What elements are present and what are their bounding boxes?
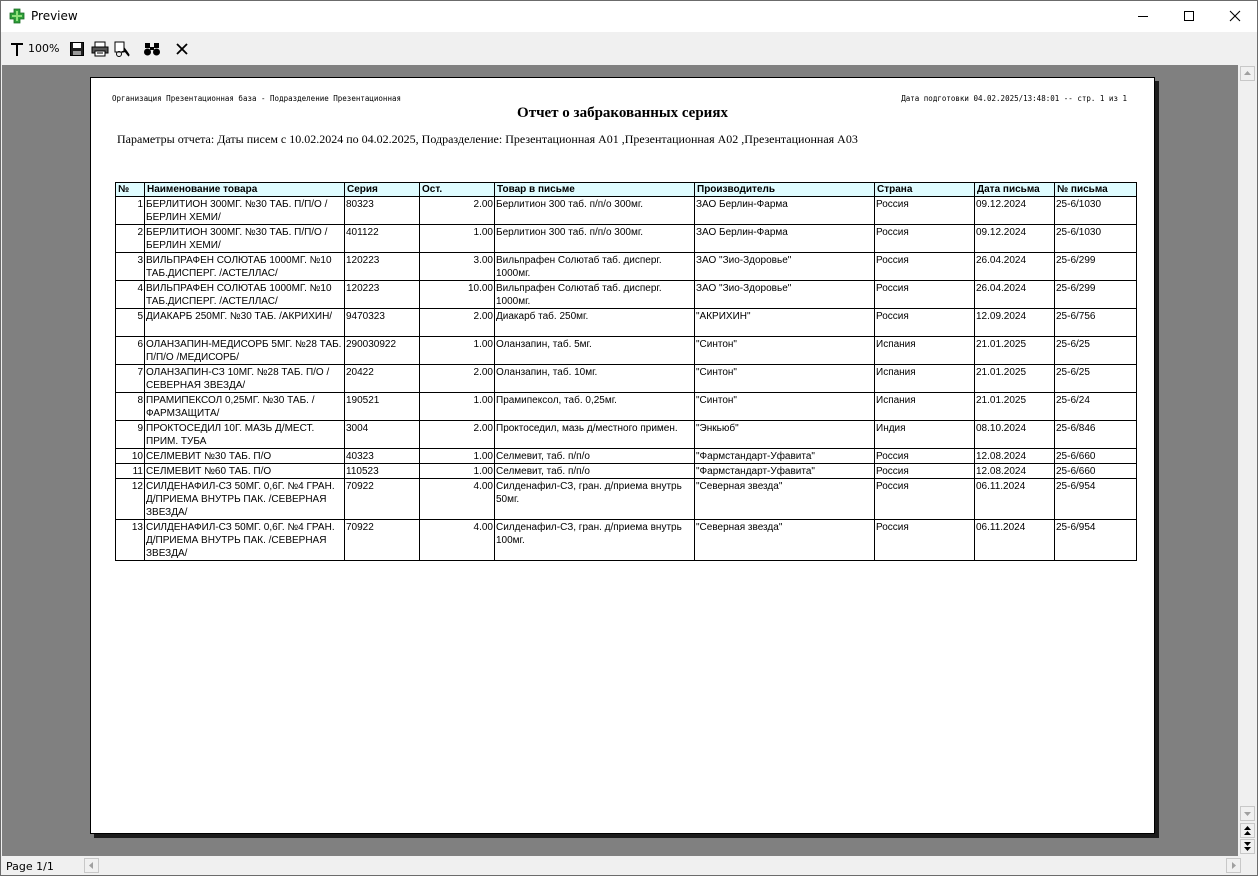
row-series: 401122 (345, 225, 420, 253)
close-window-button[interactable] (1212, 1, 1258, 32)
row-num: 11 (116, 464, 145, 479)
scroll-left-button[interactable] (84, 858, 99, 873)
row-series: 9470323 (345, 309, 420, 337)
row-maker: "Синтон" (695, 365, 875, 393)
row-qty: 1.00 (420, 464, 495, 479)
row-letter: 25-6/1030 (1055, 197, 1137, 225)
row-date: 12.08.2024 (975, 449, 1055, 464)
row-letter-item: Вильпрафен Солютаб таб. дисперг. 1000мг. (495, 253, 695, 281)
printer-icon (91, 41, 109, 57)
row-letter-item: Силденафил-СЗ, гран. д/приема внутрь 100мг. (495, 520, 695, 561)
row-letter-item: Селмевит, таб. п/п/о (495, 449, 695, 464)
preview-area[interactable] (2, 65, 1238, 856)
row-name: СИЛДЕНАФИЛ-СЗ 50МГ. 0,6Г. №4 ГРАН. Д/ПРИЕМА ВНУТРЬ ПАК. /СЕВЕРНАЯ ЗВЕЗДА/ (145, 479, 345, 520)
table-row (116, 365, 1137, 393)
table-row (116, 225, 1137, 253)
row-country: Индия (875, 421, 975, 449)
row-date: 26.04.2024 (975, 253, 1055, 281)
row-letter-item: Прамипексол, таб. 0,25мг. (495, 393, 695, 421)
table-row (116, 421, 1137, 449)
table-row (116, 393, 1137, 421)
row-date: 09.12.2024 (975, 225, 1055, 253)
row-letter: 25-6/299 (1055, 281, 1137, 309)
table-header-row (116, 183, 1137, 197)
row-date: 26.04.2024 (975, 281, 1055, 309)
toolbar (1, 32, 1257, 64)
row-letter: 25-6/660 (1055, 449, 1137, 464)
row-name: БЕРЛИТИОН 300МГ. №30 ТАБ. П/П/О /БЕРЛИН ХЕМИ/ (145, 197, 345, 225)
row-date: 12.08.2024 (975, 464, 1055, 479)
scroll-down-button[interactable] (1240, 806, 1255, 821)
row-num: 1 (116, 197, 145, 225)
row-letter: 25-6/25 (1055, 337, 1137, 365)
table-row (116, 520, 1137, 561)
row-country: Испания (875, 337, 975, 365)
row-qty: 2.00 (420, 309, 495, 337)
row-letter: 25-6/846 (1055, 421, 1137, 449)
table-row (116, 449, 1137, 464)
arrow-left-icon (85, 859, 98, 872)
double-arrow-down-icon (1241, 840, 1254, 853)
row-country: Россия (875, 197, 975, 225)
print-button[interactable] (91, 40, 109, 58)
row-series: 70922 (345, 520, 420, 561)
row-name: ПРОКТОСЕДИЛ 10Г. МАЗЬ Д/МЕСТ. ПРИМ. ТУБА (145, 421, 345, 449)
zoom-pin-icon (9, 40, 25, 58)
col-letter-date: Дата письма (975, 183, 1055, 197)
row-maker: "Северная звезда" (695, 520, 875, 561)
save-button[interactable] (69, 40, 85, 58)
row-series: 20422 (345, 365, 420, 393)
row-letter-item: Берлитион 300 таб. п/п/о 300мг. (495, 197, 695, 225)
report-header-left: Организация Презентационная база - Подразделение Презентационная (112, 94, 401, 103)
row-maker: "Энкьюб" (695, 421, 875, 449)
row-maker: "Синтон" (695, 337, 875, 365)
table-row (116, 464, 1137, 479)
row-date: 21.01.2025 (975, 337, 1055, 365)
row-date: 21.01.2025 (975, 393, 1055, 421)
report-header-right: Дата подготовки 04.02.2025/13:48:01 -- стр. 1 из 1 (901, 94, 1127, 103)
row-letter: 25-6/954 (1055, 479, 1137, 520)
row-series: 40323 (345, 449, 420, 464)
row-letter-item: Вильпрафен Солютаб таб. дисперг. 1000мг. (495, 281, 695, 309)
row-letter: 25-6/299 (1055, 253, 1137, 281)
row-name: ОЛАНЗАПИН-СЗ 10МГ. №28 ТАБ. П/О /СЕВЕРНАЯ ЗВЕЗДА/ (145, 365, 345, 393)
arrow-down-icon (1241, 807, 1254, 820)
col-series: Серия (345, 183, 420, 197)
arrow-right-icon (1227, 859, 1240, 872)
row-date: 06.11.2024 (975, 520, 1055, 561)
double-arrow-up-icon (1241, 824, 1254, 837)
close-icon (174, 41, 190, 57)
col-maker: Производитель (695, 183, 875, 197)
row-country: Россия (875, 225, 975, 253)
row-series: 110523 (345, 464, 420, 479)
col-letter-item: Товар в письме (495, 183, 695, 197)
row-letter-item: Оланзапин, таб. 5мг. (495, 337, 695, 365)
row-series: 190521 (345, 393, 420, 421)
row-series: 120223 (345, 281, 420, 309)
row-maker: "Фармстандарт-Уфавита" (695, 449, 875, 464)
col-letter-num: № письма (1055, 183, 1137, 197)
row-letter: 25-6/25 (1055, 365, 1137, 393)
row-qty: 1.00 (420, 393, 495, 421)
table-row (116, 253, 1137, 281)
row-num: 8 (116, 393, 145, 421)
maximize-icon (1183, 10, 1195, 22)
row-qty: 4.00 (420, 520, 495, 561)
row-maker: "Северная звезда" (695, 479, 875, 520)
row-letter: 25-6/954 (1055, 520, 1137, 561)
row-country: Испания (875, 365, 975, 393)
row-name: СЕЛМЕВИТ №60 ТАБ. П/О (145, 464, 345, 479)
row-name: ВИЛЬПРАФЕН СОЛЮТАБ 1000МГ. №10 ТАБ.ДИСПЕРГ. /АСТЕЛЛАС/ (145, 253, 345, 281)
row-country: Россия (875, 479, 975, 520)
binoculars-icon (143, 41, 161, 57)
row-num: 6 (116, 337, 145, 365)
row-country: Россия (875, 520, 975, 561)
col-country: Страна (875, 183, 975, 197)
table-row (116, 281, 1137, 309)
floppy-disk-icon (69, 41, 85, 57)
next-page-button[interactable] (1240, 839, 1255, 854)
vertical-scrollbar[interactable] (1239, 65, 1256, 856)
row-letter-item: Диакарб таб. 250мг. (495, 309, 695, 337)
row-letter-item: Селмевит, таб. п/п/о (495, 464, 695, 479)
row-num: 10 (116, 449, 145, 464)
row-series: 3004 (345, 421, 420, 449)
row-country: Россия (875, 253, 975, 281)
row-country: Россия (875, 449, 975, 464)
row-name: ДИАКАРБ 250МГ. №30 ТАБ. /АКРИХИН/ (145, 309, 345, 337)
row-num: 13 (116, 520, 145, 561)
row-maker: "Синтон" (695, 393, 875, 421)
minimize-button[interactable] (1120, 1, 1166, 32)
table-row (116, 479, 1137, 520)
arrow-up-icon (1241, 67, 1254, 80)
row-letter-item: Берлитион 300 таб. п/п/о 300мг. (495, 225, 695, 253)
row-letter: 25-6/756 (1055, 309, 1137, 337)
row-qty: 2.00 (420, 365, 495, 393)
status-bar (1, 857, 83, 875)
report-table (115, 182, 1137, 561)
row-qty: 2.00 (420, 197, 495, 225)
pharmacy-cross-icon (9, 8, 25, 24)
row-num: 2 (116, 225, 145, 253)
col-num: № (116, 183, 145, 197)
printer-settings-icon (113, 40, 131, 58)
row-qty: 4.00 (420, 479, 495, 520)
row-maker: "Фармстандарт-Уфавита" (695, 464, 875, 479)
report-page (90, 77, 1155, 834)
row-date: 21.01.2025 (975, 365, 1055, 393)
row-name: СИЛДЕНАФИЛ-СЗ 50МГ. 0,6Г. №4 ГРАН. Д/ПРИЕМА ВНУТРЬ ПАК. /СЕВЕРНАЯ ЗВЕЗДА/ (145, 520, 345, 561)
row-num: 4 (116, 281, 145, 309)
row-maker: ЗАО Берлин-Фарма (695, 225, 875, 253)
maximize-button[interactable] (1166, 1, 1212, 32)
row-letter-item: Проктоседил, мазь д/местного примен. (495, 421, 695, 449)
row-maker: ЗАО "Зио-Здоровье" (695, 281, 875, 309)
row-num: 9 (116, 421, 145, 449)
zoom-button[interactable] (9, 40, 59, 58)
prev-page-button[interactable] (1240, 823, 1255, 838)
report-title: Отчет о забракованных сериях (517, 105, 728, 121)
row-name: ОЛАНЗАПИН-МЕДИСОРБ 5МГ. №28 ТАБ. П/П/О /МЕДИСОРБ/ (145, 337, 345, 365)
horizontal-scrollbar[interactable] (84, 858, 1241, 874)
row-letter: 25-6/1030 (1055, 225, 1137, 253)
row-country: Россия (875, 309, 975, 337)
row-country: Россия (875, 281, 975, 309)
row-letter-item: Силденафил-СЗ, гран. д/приема внутрь 50мг. (495, 479, 695, 520)
row-name: СЕЛМЕВИТ №30 ТАБ. П/О (145, 449, 345, 464)
table-row (116, 197, 1137, 225)
row-name: БЕРЛИТИОН 300МГ. №30 ТАБ. П/П/О /БЕРЛИН ХЕМИ/ (145, 225, 345, 253)
row-name: ВИЛЬПРАФЕН СОЛЮТАБ 1000МГ. №10 ТАБ.ДИСПЕРГ. /АСТЕЛЛАС/ (145, 281, 345, 309)
row-qty: 3.00 (420, 253, 495, 281)
report-params: Параметры отчета: Даты писем с 10.02.2024 по 04.02.2025, Подразделение: Презентационная А01 ,Презентационная А02 ,Презентационная А03 (117, 132, 858, 146)
row-qty: 1.00 (420, 337, 495, 365)
row-date: 06.11.2024 (975, 479, 1055, 520)
row-qty: 2.00 (420, 421, 495, 449)
title-bar[interactable] (1, 1, 1257, 32)
print-setup-button[interactable] (113, 40, 131, 58)
row-letter: 25-6/24 (1055, 393, 1137, 421)
row-num: 7 (116, 365, 145, 393)
zoom-level: 100% (28, 42, 60, 55)
row-qty: 1.00 (420, 449, 495, 464)
window-title: Preview (31, 9, 78, 23)
find-button[interactable] (143, 40, 161, 58)
row-series: 80323 (345, 197, 420, 225)
row-num: 5 (116, 309, 145, 337)
page-indicator: Page 1/1 (6, 860, 54, 873)
table-row (116, 309, 1137, 337)
col-qty: Ост. (420, 183, 495, 197)
table-row (116, 337, 1137, 365)
row-num: 3 (116, 253, 145, 281)
row-date: 09.12.2024 (975, 197, 1055, 225)
row-letter-item: Оланзапин, таб. 10мг. (495, 365, 695, 393)
scroll-right-button[interactable] (1226, 858, 1241, 873)
row-letter: 25-6/660 (1055, 464, 1137, 479)
row-series: 70922 (345, 479, 420, 520)
row-maker: ЗАО Берлин-Фарма (695, 197, 875, 225)
minimize-icon (1137, 10, 1149, 22)
row-date: 12.09.2024 (975, 309, 1055, 337)
row-name: ПРАМИПЕКСОЛ 0,25МГ. №30 ТАБ. /ФАРМЗАЩИТА/ (145, 393, 345, 421)
row-series: 120223 (345, 253, 420, 281)
row-series: 290030922 (345, 337, 420, 365)
scroll-up-button[interactable] (1240, 66, 1255, 81)
row-qty: 1.00 (420, 225, 495, 253)
row-date: 08.10.2024 (975, 421, 1055, 449)
row-maker: ЗАО "Зио-Здоровье" (695, 253, 875, 281)
col-name: Наименование товара (145, 183, 345, 197)
row-country: Россия (875, 464, 975, 479)
row-num: 12 (116, 479, 145, 520)
close-icon (1229, 10, 1241, 22)
row-country: Испания (875, 393, 975, 421)
row-maker: "АКРИХИН" (695, 309, 875, 337)
close-preview-button[interactable] (174, 40, 190, 58)
row-qty: 10.00 (420, 281, 495, 309)
